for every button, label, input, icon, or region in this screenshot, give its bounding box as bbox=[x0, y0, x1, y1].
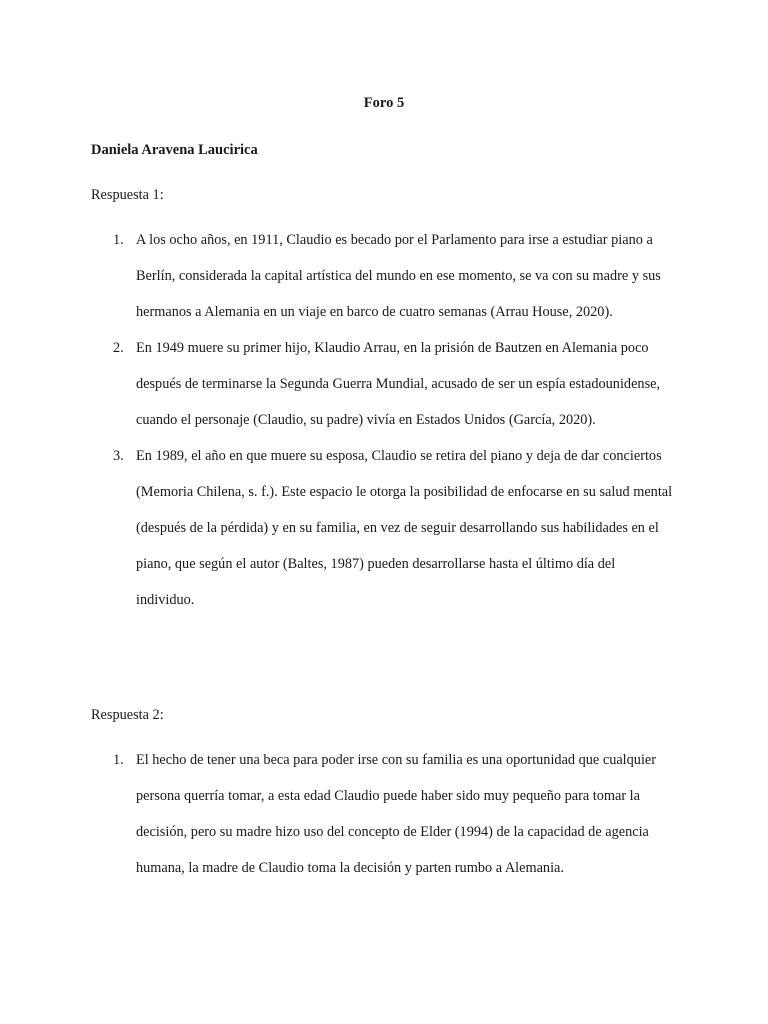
respuesta-2-list bbox=[91, 742, 676, 886]
list-item bbox=[91, 330, 676, 438]
list-item-number: 1. bbox=[113, 232, 124, 248]
list-item bbox=[91, 222, 676, 330]
author-name: Daniela Aravena Laucirica bbox=[91, 142, 258, 158]
list-item-text: En 1949 muere su primer hijo, Klaudio Arrau, en la prisión de Bautzen en Alemania poco después de terminarse la Segunda Guerra Mundial, acusado de ser un espía estadounidense, cuando el personaje (Claudio, su padre) vivía en Estados Unidos (García, 2020). bbox=[136, 340, 661, 428]
list-item-text: El hecho de tener una beca para poder irse con su familia es una oportunidad que cualquier persona querría tomar, a esta edad Claudio puede haber sido muy pequeño para tomar la decisión, pero su madre hizo uso del concepto de Elder (1994) de la capacidad de agencia humana, la madre de Claudio toma la decisión y parten rumbo a Alemania. bbox=[136, 752, 657, 876]
document-title: Foro 5 bbox=[363, 95, 405, 111]
section-label-respuesta-1: Respuesta 1: bbox=[91, 187, 164, 203]
list-item-number: 1. bbox=[113, 752, 124, 768]
list-item-number: 3. bbox=[113, 448, 124, 464]
respuesta-1-list bbox=[91, 222, 676, 618]
list-item-number: 2. bbox=[113, 340, 124, 356]
section-label-respuesta-2: Respuesta 2: bbox=[91, 707, 164, 723]
list-item bbox=[91, 438, 676, 618]
list-item-text: En 1989, el año en que muere su esposa, Claudio se retira del piano y deja de dar conciertos (Memoria Chilena, s. f.). Este espacio le otorga la posibilidad de enfocarse en su salud mental (después de la pérdida) y en su familia, en vez de seguir desarrollando sus habilidades en el piano, que según el autor (Baltes, 1987) pueden desarrollarse hasta el último día del individuo. bbox=[136, 448, 673, 608]
list-item bbox=[91, 742, 676, 886]
list-item-text: A los ocho años, en 1911, Claudio es becado por el Parlamento para irse a estudiar piano a Berlín, considerada la capital artística del mundo en ese momento, se va con su madre y sus hermanos a Alemania en un viaje en barco de cuatro semanas (Arrau House, 2020). bbox=[136, 232, 661, 320]
